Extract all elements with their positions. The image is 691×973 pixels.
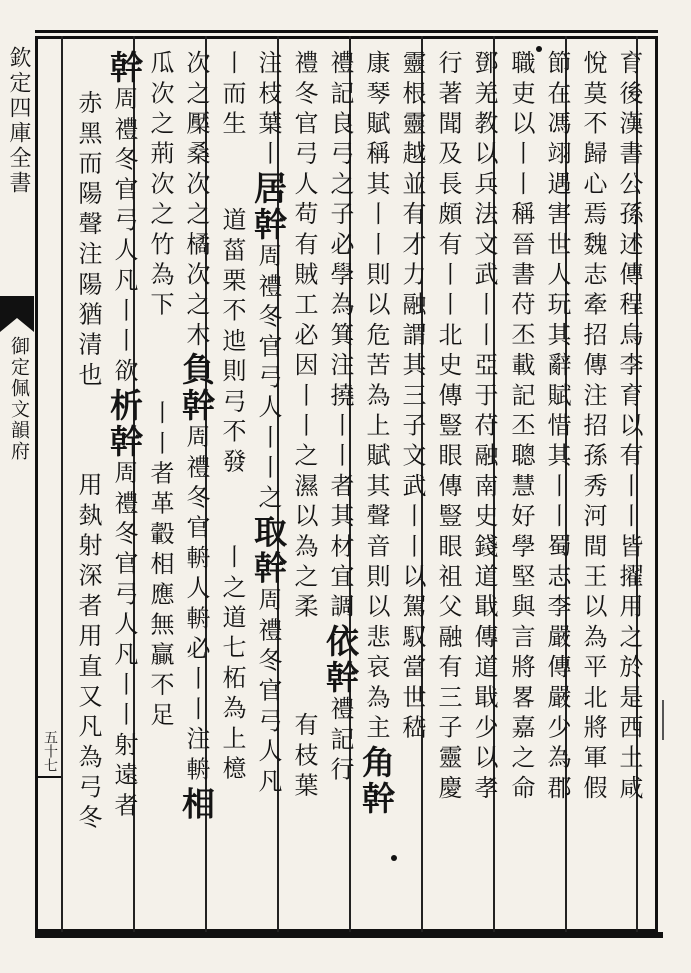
collection-title: 欽定四庫全書 — [6, 46, 31, 196]
entry-heading: 析幹 — [105, 388, 144, 460]
entry-heading: 居幹 — [249, 170, 288, 243]
text-line: 周禮冬官輈人輈必丨丨注輈 — [182, 424, 210, 787]
text-line: 行著聞及長頗有丨丨北史傳豎眼傳豎眼祖父融有三子靈慶 — [434, 50, 462, 805]
page-number: 五十七 — [42, 730, 58, 772]
text-line: 鄧羌教以兵法文武丨丨亞于苻融南史錢道戢傳道戢少以孝 — [470, 50, 498, 805]
text-line: 赤黑而陽聲注陽猶清也 — [74, 90, 102, 392]
text-line: 瓜次之荊次之竹為下 — [146, 50, 174, 322]
text-line: 禮冬官弓人苟有賊工必因丨丨之濕以為之柔 — [290, 50, 318, 624]
text-line: 注枝葉丨 — [254, 50, 282, 171]
ink-dot — [391, 855, 397, 861]
text-line: 周禮冬官弓人凡 — [254, 586, 282, 799]
text-line: 康琴賦稱其丨丨則以危苦為上賦其聲音則以悲哀為主 — [362, 50, 390, 745]
text-line: 周禮冬官弓人凡丨丨射遠者 — [110, 460, 138, 823]
text-line: 周禮冬官弓人凡丨丨欲 — [110, 86, 138, 388]
text-line: 周禮冬官弓人丨丨之 — [254, 242, 282, 515]
ink-dot — [536, 46, 542, 52]
text-column-9 — [575, 50, 647, 920]
entry-heading: 相 — [177, 786, 216, 823]
margin-tick — [662, 700, 664, 740]
text-line: 禮記行 — [326, 695, 354, 787]
entry-heading: 角幹 — [357, 744, 396, 817]
text-column-8 — [503, 50, 575, 920]
column-rule — [61, 36, 63, 932]
text-line: 丨之道七柘為上檍 — [218, 544, 246, 787]
text-line: 禮記良弓之子必學為箕注撓丨丨者其材宜調 — [326, 50, 354, 624]
text-line: 有枝葉 — [290, 711, 318, 803]
text-column-4 — [214, 50, 286, 920]
text-line: 育後漢書公孫述傳程烏李育以有丨丨皆擢用之於是西土咸 — [615, 50, 643, 805]
fish-tail-mark-icon — [0, 296, 34, 332]
entry-heading: 依幹 — [321, 623, 360, 696]
text-line: 靈根靈越並有才力融謂其三子文武丨丨以駕馭當世嵇 — [398, 50, 426, 745]
entry-heading: 負幹 — [177, 352, 216, 424]
book-title: 御定佩文韻府 — [8, 336, 30, 462]
text-column-3 — [142, 50, 214, 920]
text-line: 丨丨者革轂相應無贏不足 — [146, 399, 174, 733]
text-column-6 — [358, 50, 430, 920]
frame-bottom-rule — [35, 932, 663, 938]
text-line: 節在馮翊遇害世人玩其辭賦惜其丨丨蜀志李嚴傳嚴少為郡 — [543, 50, 571, 805]
text-line: 次之檿桑次之橘次之木 — [182, 50, 210, 352]
text-line: 職吏以丨丨稱晉書苻丕載記丕聰慧好學堅與言將畧嘉之命 — [507, 50, 535, 805]
text-line: 悅莫不歸心焉魏志牽招傳注招孫秀河間王以為平北將軍假 — [579, 50, 607, 805]
text-line: 用埶射深者用直又凡為弓冬 — [74, 472, 102, 835]
text-line: 道菑栗不迆則弓不發 — [218, 206, 246, 479]
text-line: 丨而生 — [218, 50, 246, 141]
entry-heading: 取幹 — [249, 514, 288, 587]
entry-heading: 幹 — [105, 50, 144, 86]
text-column-2 — [70, 50, 142, 920]
text-column-5 — [286, 50, 358, 920]
margin-rule — [35, 776, 61, 778]
page-margin — [0, 36, 35, 932]
text-column-7 — [430, 50, 502, 920]
frame-top-rule — [35, 30, 658, 33]
